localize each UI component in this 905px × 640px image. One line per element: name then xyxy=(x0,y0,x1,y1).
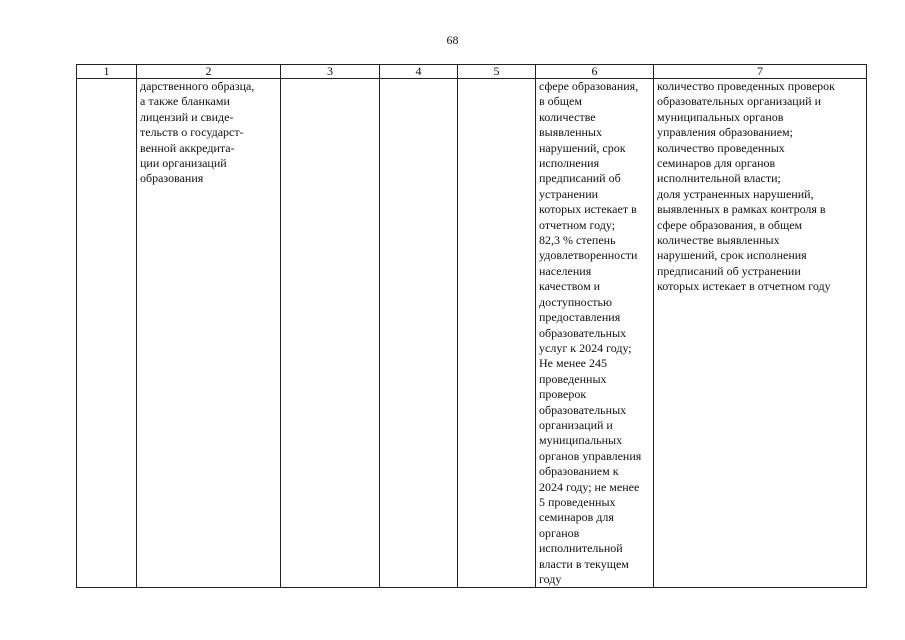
cell-col3 xyxy=(281,79,380,588)
column-header-4: 4 xyxy=(380,65,458,79)
column-header-7: 7 xyxy=(654,65,867,79)
cell-col5 xyxy=(458,79,536,588)
table-row xyxy=(77,79,867,588)
cell-col6 xyxy=(536,79,654,588)
page-number: 68 xyxy=(446,33,459,47)
cell-col7-text: количество проведенных проверок образовательных организаций и муниципальных органов управления образованием; количество проведенных семинаров для органов исполнительной власти; доля устраненных нарушений, выявленных в рамках контроля в сфере образования, в общем количестве выявленных нарушений, срок исполнения предписаний об устранении которых истекает в отчетном году xyxy=(657,79,835,294)
cell-col7 xyxy=(654,79,867,588)
cell-col6-text: сфере образования, в общем количестве выявленных нарушений, срок исполнения предписаний об устранении которых истекает в отчетном году; 82,3 % степень удовлетворенности населения качеством и доступностью предоставления образовательных услуг к 2024 году; Не менее 245 проведенных проверок образовательных организаций и муниципальных органов управления образованием к 2024 году; не менее 5 проведенных семинаров для органов исполнительной власти в текущем году xyxy=(539,79,642,586)
cell-col2-text: дарственного образца, а также бланками лицензий и свиде- тельств о государст- венной аккредита- ции организаций образования xyxy=(140,79,255,186)
document-table xyxy=(76,64,867,588)
column-header-3: 3 xyxy=(281,65,380,79)
cell-col4 xyxy=(380,79,458,588)
column-header-2: 2 xyxy=(137,65,281,79)
cell-col2 xyxy=(137,79,281,588)
column-header-6: 6 xyxy=(536,65,654,79)
cell-col1 xyxy=(77,79,137,588)
table-header-row xyxy=(77,65,867,79)
column-header-1: 1 xyxy=(77,65,137,79)
column-header-5: 5 xyxy=(458,65,536,79)
